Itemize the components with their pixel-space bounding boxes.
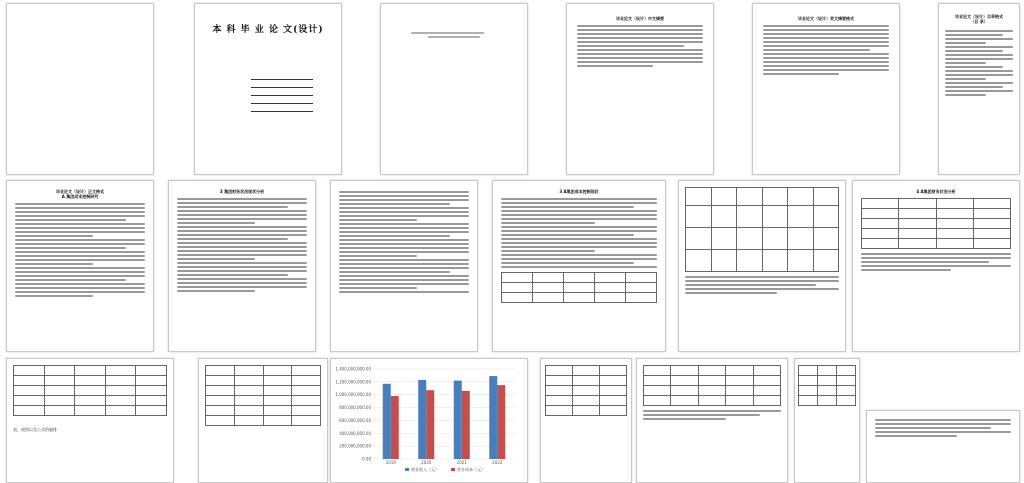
- cover-title: 本 科 毕 业 论 文(设计): [212, 25, 324, 35]
- legend-label: 营业收入（元）: [411, 467, 439, 472]
- page-table-1[interactable]: [678, 180, 846, 352]
- chapter3-title: 3 A集团成本控制现状: [559, 189, 599, 194]
- bar-revenue-2021: [454, 381, 462, 459]
- page-chapter-2[interactable]: [168, 180, 316, 352]
- page-chapter-3[interactable]: [492, 180, 666, 352]
- y-tick-label: 600,000,000.00: [339, 417, 371, 423]
- y-tick-label: 0.00: [362, 456, 371, 462]
- chapter1-subtitle: A 集团成本控制研究: [61, 194, 99, 199]
- table-5: [545, 365, 627, 416]
- page-chapter-4[interactable]: [852, 180, 1020, 352]
- page-cover[interactable]: [194, 3, 342, 175]
- toc-subtitle: （目 录）: [970, 19, 988, 24]
- page-declaration[interactable]: [380, 3, 528, 175]
- table-2: [861, 198, 1011, 249]
- table-7: [798, 365, 856, 406]
- bar-cost-2019: [391, 396, 399, 459]
- chapter2-title: 3 集团财务状况现状分析: [219, 189, 265, 194]
- abstract-en-title: 毕业论文（设计）英文摘要格式: [798, 16, 854, 21]
- page-closing[interactable]: [866, 410, 1020, 483]
- page-chapter-1[interactable]: [6, 180, 154, 352]
- page-blank-1[interactable]: [6, 3, 154, 175]
- abstract-cn-title: 毕业论文（设计）中文摘要: [616, 16, 664, 21]
- legend-label: 营业成本（元）: [457, 467, 485, 472]
- page-chapter-2-cont[interactable]: [330, 180, 478, 352]
- legend-swatch: [451, 468, 455, 471]
- footnote: 表、视图以及公式的编排: [13, 427, 57, 432]
- page-toc[interactable]: [938, 3, 1020, 175]
- x-tick-label: 2020: [421, 460, 432, 465]
- page-table-6[interactable]: [636, 358, 788, 483]
- bar-revenue-2020: [418, 380, 426, 459]
- page-table-5[interactable]: [540, 358, 632, 483]
- y-tick-label: 200,000,000.00: [339, 443, 371, 449]
- y-tick-label: 1,200,000,000.00: [335, 379, 371, 385]
- legend-swatch: [405, 468, 409, 471]
- page-table-3[interactable]: [6, 358, 174, 483]
- page-abstract-cn[interactable]: [566, 3, 714, 175]
- x-tick-label: 2019: [385, 460, 396, 465]
- y-tick-label: 1,400,000,000.00: [335, 366, 371, 372]
- bar-revenue-2022: [489, 376, 497, 459]
- bar-cost-2020: [426, 390, 434, 459]
- y-tick-label: 1,000,000,000.00: [335, 392, 371, 398]
- page-table-7[interactable]: [794, 358, 860, 483]
- bar-cost-2021: [462, 391, 470, 459]
- chapter1-title: 毕业论文（设计）正文格式: [56, 189, 104, 194]
- y-tick-label: 400,000,000.00: [339, 430, 371, 436]
- chapter3-table: [501, 272, 657, 303]
- bar-chart: [335, 363, 523, 478]
- table-3: [13, 365, 167, 416]
- table-6: [643, 365, 781, 406]
- page-chart[interactable]: [330, 358, 528, 483]
- bar-revenue-2019: [383, 384, 391, 459]
- bar-cost-2022: [497, 385, 505, 459]
- x-tick-label: 2022: [492, 460, 503, 465]
- table-4: [205, 365, 321, 426]
- page-table-4[interactable]: [198, 358, 328, 483]
- x-tick-label: 2021: [456, 460, 467, 465]
- y-tick-label: 800,000,000.00: [339, 405, 371, 411]
- page-abstract-en[interactable]: [752, 3, 900, 175]
- toc-title: 毕业论文（设计）目录格式: [955, 14, 1003, 19]
- table-1: [685, 187, 839, 272]
- chapter4-title: 4 A集团财务状况分析: [916, 189, 956, 194]
